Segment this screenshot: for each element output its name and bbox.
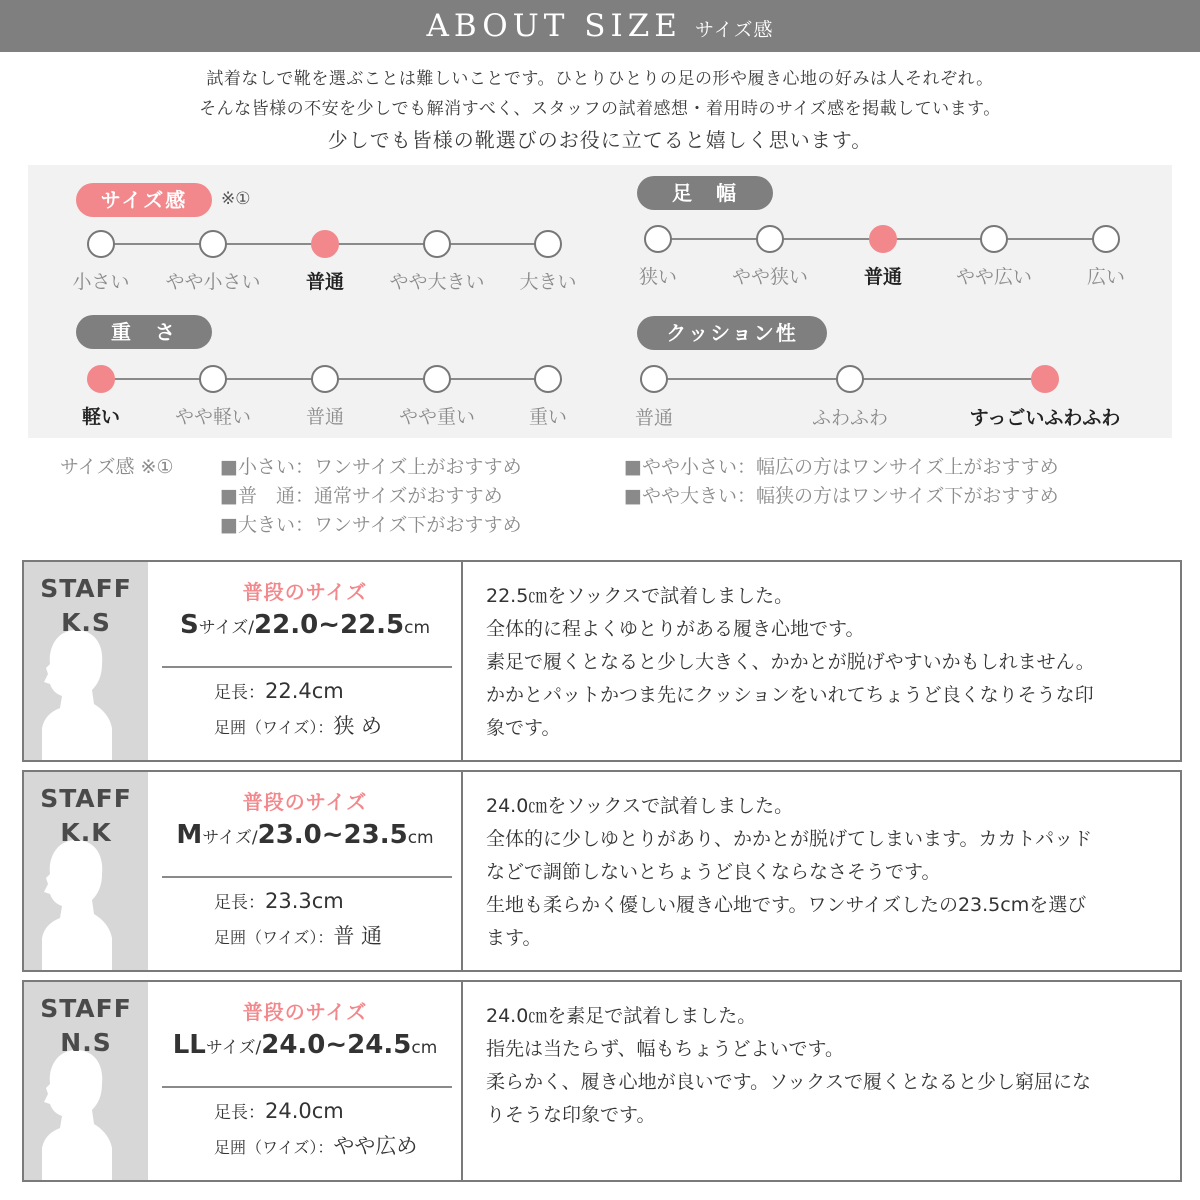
width-option-dot <box>644 225 672 253</box>
staff-review-card <box>22 770 1182 972</box>
foot-length <box>214 1098 344 1123</box>
foot-length-label: 足長： <box>214 893 265 913</box>
size-feel-option-dot <box>534 230 562 258</box>
divider <box>162 876 452 878</box>
staff-size-info <box>148 982 462 1180</box>
staff-label: STAFF <box>40 574 132 603</box>
staff-avatar-panel <box>24 772 148 970</box>
size-feel-option-dot <box>199 230 227 258</box>
legend-item: ■小さい：ワンサイズ上がおすすめ <box>220 456 522 478</box>
comment-line: かかとパットかつま先にクッションをいれてちょうど良くなりそうな印 <box>486 684 1094 706</box>
staff-label: STAFF <box>40 994 132 1023</box>
cushion-option-dot <box>640 365 668 393</box>
size-feel-option-dot <box>423 230 451 258</box>
usual-size-label: 普段のサイズ <box>242 580 368 604</box>
page-header <box>0 0 1200 52</box>
staff-size-info <box>148 562 462 760</box>
weight-option-dot <box>534 365 562 393</box>
weight-option-dot <box>311 365 339 393</box>
staff-comment <box>486 1000 1176 1132</box>
width-heading: 足 幅 <box>637 176 773 210</box>
foot-width <box>214 920 382 950</box>
legend-item: ■やや大きい：幅狭の方はワンサイズ下がおすすめ <box>624 485 1059 507</box>
size-unit: cm <box>404 618 431 638</box>
size-feel-option-label: 普通 <box>305 271 344 293</box>
staff-size-info <box>148 772 462 970</box>
staff-initials: K.S <box>61 608 111 637</box>
size-word: サイズ/ <box>202 828 258 848</box>
size-word: サイズ/ <box>205 1038 262 1058</box>
legend-item: ■大きい：ワンサイズ下がおすすめ <box>220 514 522 536</box>
usual-size-label: 普段のサイズ <box>242 1000 368 1024</box>
width-option-label: 普通 <box>863 266 902 288</box>
person-silhouette-icon <box>42 624 112 760</box>
size-unit: cm <box>411 1038 438 1058</box>
divider <box>162 666 452 668</box>
staff-comment <box>486 580 1176 745</box>
width-option-dot <box>869 225 897 253</box>
weight-heading: 重 さ <box>76 315 212 349</box>
width-option-label: 狭い <box>638 266 677 288</box>
staff-review-card <box>22 560 1182 762</box>
page-title: ABOUT SIZE <box>426 8 682 44</box>
comment-line: 象です。 <box>486 717 561 739</box>
cushion-option-label: ふわふわ <box>811 407 888 429</box>
usual-size <box>148 610 462 640</box>
divider <box>461 562 463 760</box>
comment-line: 24.0㎝を素足で試着しました。 <box>486 1005 757 1027</box>
foot-width-label: 足囲（ワイズ）： <box>214 928 334 947</box>
comment-line: などで調節しないとちょうど良くならなさそうです。 <box>486 861 941 883</box>
cushion-heading: クッション性 <box>637 316 827 350</box>
note-mark: ※① <box>221 189 251 209</box>
divider <box>461 982 463 1180</box>
comment-line: 22.5㎝をソックスで試着しました。 <box>486 585 794 607</box>
width-option-dot <box>1092 225 1120 253</box>
rating-panel <box>28 165 1172 438</box>
size-feel-option-label: やや大きい <box>389 271 485 293</box>
legend-heading: サイズ感 ※① <box>60 456 174 478</box>
person-silhouette-icon <box>42 834 112 970</box>
foot-length-label: 足長： <box>214 1103 265 1123</box>
comment-line: 指先は当たらず、幅もちょうどよいです。 <box>486 1038 844 1060</box>
foot-length <box>214 888 344 913</box>
staff-comment <box>486 790 1176 955</box>
weight-option-label: 普通 <box>305 406 344 428</box>
comment-line: 全体的に程よくゆとりがある履き心地です。 <box>486 618 865 640</box>
weight-option-label: 重い <box>528 406 567 428</box>
cushion-option-label: 普通 <box>634 407 673 429</box>
foot-width <box>214 710 382 740</box>
foot-width-value: やや広め <box>333 1134 418 1158</box>
size-feel-option-label: 小さい <box>72 271 130 293</box>
comment-line: 24.0㎝をソックスで試着しました。 <box>486 795 794 817</box>
size-feel-option-dot <box>311 230 339 258</box>
weight-option-label: 軽い <box>81 406 120 428</box>
size-range: 22.0~22.5 <box>254 610 405 640</box>
legend-item: ■普 通：通常サイズがおすすめ <box>220 485 503 507</box>
staff-avatar-panel <box>24 562 148 760</box>
size-range: 23.0~23.5 <box>257 820 408 850</box>
foot-length-label: 足長： <box>214 683 265 703</box>
foot-length <box>214 678 344 703</box>
comment-line: ます。 <box>486 927 542 949</box>
intro-line: そんな皆様の不安を少しでも解消すべく、スタッフの試着感想・着用時のサイズ感を掲載しています。 <box>199 99 1001 119</box>
weight-option-label: やや軽い <box>174 406 251 428</box>
cushion-option-dot <box>836 365 864 393</box>
intro-line: 少しでも皆様の靴選びのお役に立てると嬉しく思います。 <box>327 128 873 152</box>
staff-label: STAFF <box>40 784 132 813</box>
staff-initials: K.K <box>60 818 112 847</box>
cushion-option-label: すっごいふわふわ <box>969 407 1121 429</box>
size-letter: LL <box>172 1030 206 1060</box>
size-range: 24.0~24.5 <box>261 1030 412 1060</box>
weight-option-dot <box>199 365 227 393</box>
size-feel-option-label: 大きい <box>519 271 577 293</box>
foot-width-label: 足囲（ワイズ）： <box>214 1138 334 1157</box>
size-feel-option-label: やや小さい <box>165 271 261 293</box>
size-feel-heading: サイズ感 <box>76 183 212 217</box>
staff-review-card <box>22 980 1182 1182</box>
size-word: サイズ/ <box>198 618 255 638</box>
comment-line: 柔らかく、履き心地が良いです。ソックスで履くとなると少し窮屈にな <box>486 1071 1091 1093</box>
comment-line: 全体的に少しゆとりがあり、かかとが脱げてしまいます。カカトパッド <box>486 828 1093 850</box>
legend-item: ■やや小さい：幅広の方はワンサイズ上がおすすめ <box>624 456 1059 478</box>
foot-length-value: 24.0cm <box>265 1099 344 1123</box>
staff-avatar-panel <box>24 982 148 1180</box>
staff-initials: N.S <box>60 1028 112 1057</box>
comment-line: りそうな印象です。 <box>486 1104 656 1126</box>
intro-line: 試着なしで靴を選ぶことは難しいことです。ひとりひとりの足の形や履き心地の好みは人それぞれ。 <box>206 69 994 89</box>
weight-option-label: やや重い <box>398 406 475 428</box>
size-feel-option-dot <box>87 230 115 258</box>
width-option-label: やや狭い <box>731 266 808 288</box>
foot-width <box>214 1130 417 1160</box>
foot-width-value: 狭 め <box>333 714 383 738</box>
cushion-option-dot <box>1031 365 1059 393</box>
weight-option-dot <box>87 365 115 393</box>
size-letter: M <box>176 820 203 850</box>
foot-width-label: 足囲（ワイズ）： <box>214 718 334 737</box>
weight-option-dot <box>423 365 451 393</box>
divider <box>162 1086 452 1088</box>
person-silhouette-icon <box>42 1044 112 1180</box>
foot-length-value: 22.4cm <box>265 679 344 703</box>
width-option-dot <box>980 225 1008 253</box>
foot-length-value: 23.3cm <box>265 889 344 913</box>
usual-size-label: 普段のサイズ <box>242 790 368 814</box>
comment-line: 生地も柔らかく優しい履き心地です。ワンサイズしたの23.5cmを選び <box>486 894 1087 916</box>
usual-size <box>148 820 462 850</box>
page-subtitle: サイズ感 <box>695 19 774 41</box>
width-option-label: 広い <box>1086 266 1125 288</box>
divider <box>461 772 463 970</box>
comment-line: 素足で履くとなると少し大きく、かかとが脱げやすいかもしれません。 <box>486 651 1095 673</box>
foot-width-value: 普 通 <box>333 924 383 948</box>
usual-size <box>148 1030 462 1060</box>
width-option-label: やや広い <box>955 266 1032 288</box>
size-unit: cm <box>407 828 434 848</box>
size-letter: S <box>179 610 199 640</box>
width-option-dot <box>756 225 784 253</box>
